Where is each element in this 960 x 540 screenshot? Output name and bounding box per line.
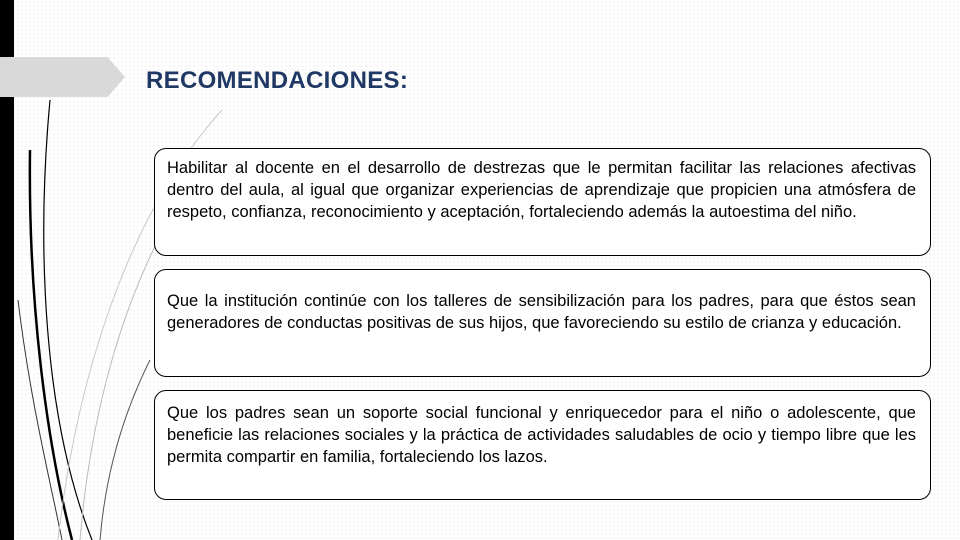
recommendation-text-3: Que los padres sean un soporte social funcional y enriquecedor para el niño o adolescente, que beneficie las relaciones sociales y la práctica de actividades saludables de ocio y tiempo libre que les permita compartir en familia, fortaleciendo los lazos. [167,404,916,466]
recommendation-card-3 [154,390,931,500]
recommendation-text-1: Habilitar al docente en el desarrollo de destrezas que le permitan facilitar las relaciones afectivas dentro del aula, al igual que organizar experiencias de aprendizaje que propicien una atmósfera de respeto, confianza, reconocimiento y aceptación, fortaleciendo además la autoestima del niño. [167,159,916,221]
title-tab-shape [0,57,125,97]
recommendation-text-2: Que la institución continúe con los talleres de sensibilización para los padres, para que éstos sean generadores de conductas positivas de sus hijos, que favoreciendo su estilo de crianza y educación. [167,292,916,332]
recommendation-card-2 [154,269,931,377]
recommendation-card-1 [154,148,931,256]
slide-title: RECOMENDACIONES: [146,67,409,94]
